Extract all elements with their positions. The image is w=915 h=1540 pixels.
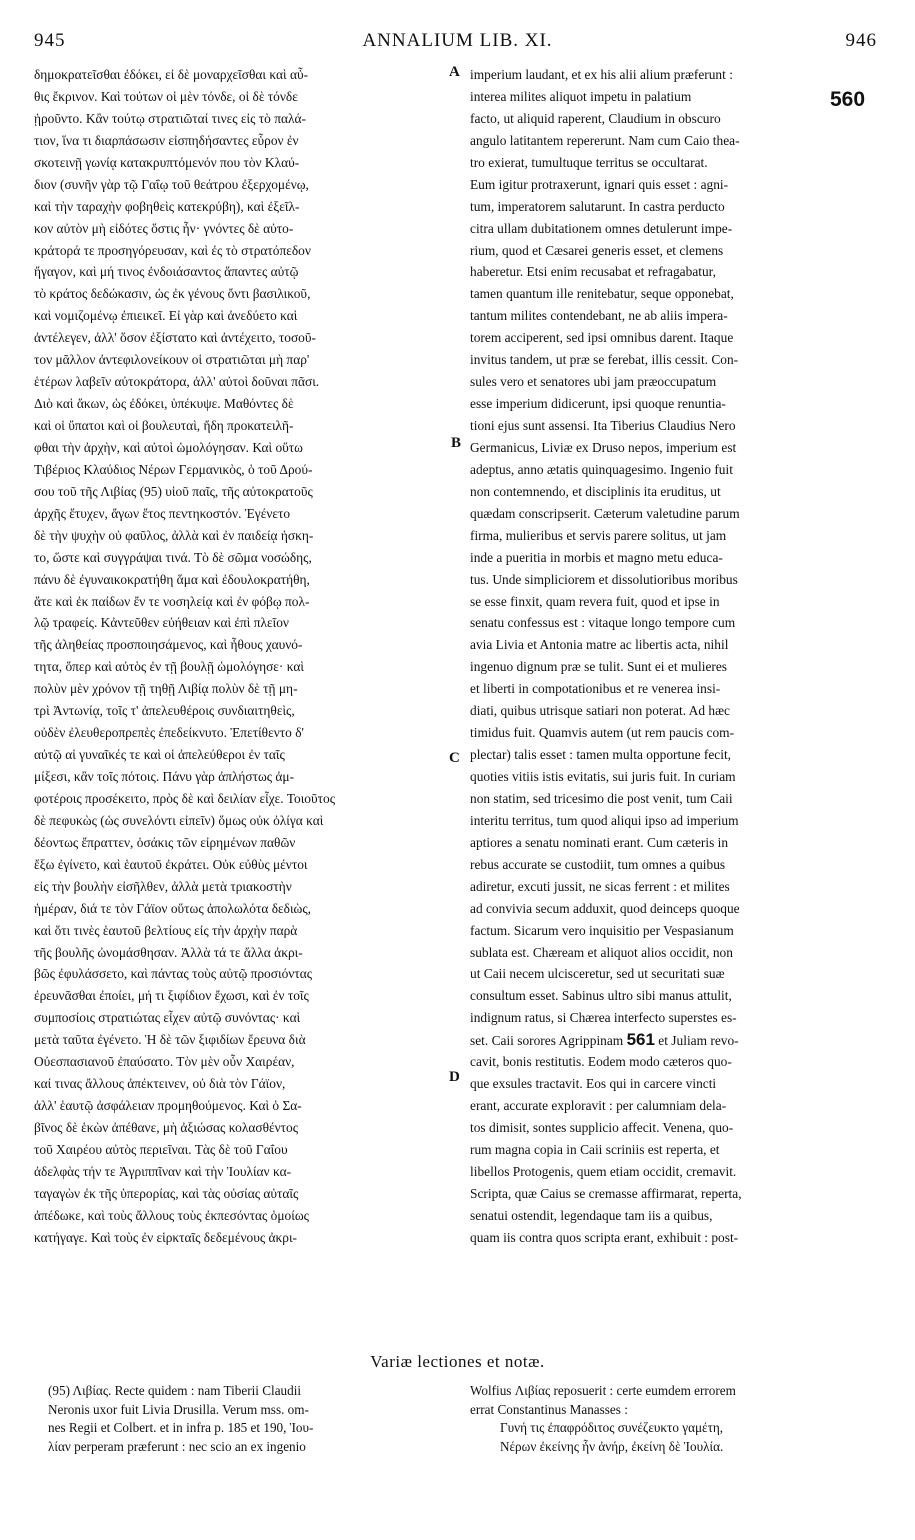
greek-text-line: σου τοῦ τῆς Λιβίας (95) υἱοῦ παῖς, τῆς αὐτοκρατοῦς xyxy=(34,483,313,499)
greek-text-line: λῷ τραφείς. Κἀντεῦθεν εὐήθειαν καὶ ἐπὶ πλεῖον xyxy=(34,615,289,631)
note-line: errat Constantinus Manasses : xyxy=(470,1401,628,1417)
latin-text-line: plectar) talis esset : tamen multa opportune fecit, xyxy=(470,747,732,763)
latin-text-line: erant, accurate exploravit : per calumniam dela- xyxy=(470,1098,727,1114)
section-marker-d: D xyxy=(449,1069,460,1085)
latin-text-line: sules vero et senatores ubi jam præoccupatum xyxy=(470,374,717,390)
latin-text-line: adeptus, anno ætatis quinquagesimo. Ingenio fuit xyxy=(470,461,733,477)
latin-text-line: angulo latitantem repererunt. Nam cum Caio thea- xyxy=(470,132,740,148)
latin-text-line: imperium laudant, et ex his alii alium præferunt : xyxy=(470,67,733,82)
latin-text-line: quædam conscripserit. Cæterum valetudine parum xyxy=(470,505,740,521)
latin-text-line: libellos Protogenis, quem etiam occidit, cremavit. xyxy=(470,1163,737,1179)
greek-text-line: τον μᾶλλον ἀντεφιλονείκουν οἱ στρατιῶται μὴ παρ' xyxy=(34,352,310,368)
latin-text-line: factum. Sicarum vero inquisitio per Vespasianum xyxy=(470,922,734,938)
note-line: Νέρων ἐκείνης ἦν ἀνήρ, ἐκείνη δὲ Ἰουλία. xyxy=(500,1438,724,1454)
greek-text-line: Τιβέριος Κλαύδιος Νέρων Γερμανικὸς, ὁ τοῦ Δρού- xyxy=(34,461,313,477)
latin-text-line: ingenuo dignum præ se tulit. Sunt ei et mulieres xyxy=(470,659,727,675)
greek-text-line: κατήγαγε. Καὶ τοὺς ἐν εἱρκταῖς δεδεμένους ἀκρι- xyxy=(34,1229,297,1245)
note-line: Neronis uxor fuit Livia Drusilla. Verum mss. om- xyxy=(48,1401,309,1417)
latin-text-line: haberetur. Etsi enim recusabat et refragabatur, xyxy=(470,264,716,280)
latin-text-line: rium, quod et Cæsarei generis esset, et clemens xyxy=(470,242,724,258)
greek-text-line: τῆς ἀληθείας προσποιησάμενος, καὶ ἦθους χαυνό- xyxy=(34,637,303,653)
latin-text-line: diati, quibus utrisque satiari non poterat. Ad hæc xyxy=(470,703,730,719)
greek-text-line: τρὶ Ἀντωνίᾳ, τοῖς τ' ἀπελευθέροις συνδιαιτηθεὶς, xyxy=(34,703,295,719)
greek-text-line: βῶς ἐφυλάσσετο, καὶ πάντας τοὺς αὐτῷ προσιόντας xyxy=(34,966,313,982)
greek-text-line: ταγαγὼν ἐκ τῆς ὑπερορίας, καὶ τὰς οὐσίας αὐταῖς xyxy=(34,1185,299,1201)
latin-text-line: se esse finxit, quam revera fuit, quod et ipse in xyxy=(470,593,720,609)
latin-text-line: interea milites aliquot impetu in palatium xyxy=(470,88,692,104)
latin-text-line: senatu confessus est : vitaque longo tempore cum xyxy=(470,615,736,631)
greek-text-line: μετὰ ταῦτα ἐγένετο. Ἡ δὲ τῶν ξιφιδίων ἔρευνα διὰ xyxy=(34,1032,306,1048)
greek-text-line: δημοκρατεῖσθαι ἐδόκει, εἰ δὲ μοναρχεῖσθαι καὶ αὖ- xyxy=(34,67,309,82)
latin-text-line: adiretur, excuti jussit, ne sicas ferrent : et milites xyxy=(470,878,730,894)
greek-text-line: ἀρχῆς ἔτυχεν, ἄγων ἔτος πεντηκοστόν. Ἐγένετο xyxy=(34,505,291,521)
latin-text-line: tantum milites contendebant, ne ab aliis impera- xyxy=(470,308,728,324)
greek-text-line: ἡμέραν, διά τε τὸν Γάϊον οὕτως ἀπολωλότα δεδιὼς, xyxy=(34,900,312,916)
greek-text-line: ἔξω ἐγίνετο, καὶ ἑαυτοῦ ἐκράτει. Οὐκ εὐθὺς μέντοι xyxy=(34,856,308,872)
greek-text-line: τὸ κράτος δεδώκασιν, ὡς ἐκ γένους ὄντι βασιλικοῦ, xyxy=(34,286,311,302)
latin-text-line: tos dimisit, sontes supplicio affecit. Venena, quo- xyxy=(470,1120,734,1135)
greek-text-line: ᾑροῦντο. Κἂν τούτῳ στρατιῶταί τινες εἰς τὸ παλά- xyxy=(34,110,306,126)
greek-text-line: συμποσίοις στρατιώτας εἶχεν αὐτῷ συνόντας· καὶ xyxy=(34,1010,301,1026)
greek-text-line: δὲ πεφυκὼς (ὡς συνελόντι εἰπεῖν) ὅμως οὐκ ὀλίγα καὶ xyxy=(34,812,324,828)
greek-text-line: διον (συνῆν γὰρ τῷ Γαΐῳ τοῦ θεάτρου ἐξερχομένῳ, xyxy=(34,176,309,192)
latin-text-line: tamen quantum ille renitebatur, seque opponebat, xyxy=(470,286,734,302)
note-line: Wolfius Λιβίας reposuerit : certe eumdem errorem xyxy=(470,1383,736,1398)
latin-text-line: tus. Unde simpliciorem et dissolutioribus moribus xyxy=(470,571,738,587)
latin-text-line: tioni ejus sunt assensi. Ita Tiberius Claudius Nero xyxy=(470,418,736,433)
greek-text-line: μίξεσι, κἂν τοῖς πότοις. Πάνυ γὰρ ἀπλήστως ἀμ- xyxy=(34,769,295,784)
notes-right-column xyxy=(470,1382,880,1456)
greek-text-line: πάνυ δὲ ἐγυναικοκρατήθη ἅμα καὶ ἐδουλοκρατήθη, xyxy=(34,571,310,587)
left-page-number: 945 xyxy=(34,30,66,51)
greek-text-line: τιον, ἵνα τι διαρπάσωσιν εἰσπηδήσαντες εὗρον ἐν xyxy=(34,132,299,148)
latin-text-line: invitus tandem, ut præ se ferebat, illis cessit. Con- xyxy=(470,352,739,368)
latin-text-line: indignum ratus, si Chærea interfecto superstes es- xyxy=(470,1010,737,1026)
latin-text-line: non contemnendo, et disciplinis ita eruditus, ut xyxy=(470,483,721,499)
latin-text-line: Germanicus, Liviæ ex Druso nepos, imperium est xyxy=(470,439,737,455)
greek-text-line: Διὸ καὶ ἄκων, ὡς ἐδόκει, ὑπέκυψε. Μαθόντες δὲ xyxy=(34,396,294,412)
section-marker-b: B xyxy=(451,435,462,451)
greek-text-line: ἐρευνᾶσθαι ἐποίει, μή τι ξιφίδιον ἔχωσι, καὶ ἐν τοῖς xyxy=(34,988,309,1004)
greek-text-line: ἀπέδωκε, καὶ τοὺς ἄλλους τοὺς ἐκπεσόντας ὁμοίως xyxy=(34,1207,309,1223)
right-page-number: 946 xyxy=(845,30,877,51)
greek-text-line: ἀδελφὰς τήν τε Ἀγριππῖναν καὶ τὴν Ἰουλίαν κα- xyxy=(34,1163,292,1179)
greek-text-line: ἀλλ' ἑαυτῷ ἀσφάλειαν προμηθούμενος. Καὶ ὁ Σα- xyxy=(34,1098,302,1114)
greek-text-line: πολὺν μὲν χρόνον τῇ τηθῇ Λιβίᾳ πολὺν δὲ τῇ μη- xyxy=(34,681,298,697)
section-marker-c: C xyxy=(449,750,460,766)
greek-text-line: αὐτῷ αἱ γυναῖκές τε καὶ οἱ ἀπελεύθεροι ἐν ταῖς xyxy=(34,747,285,763)
latin-text-line: set. Caii sorores Agrippinam 561 et Juliam revo- xyxy=(470,1030,739,1050)
note-line: (95) Λιβίας. Recte quidem : nam Tiberii Claudii xyxy=(48,1383,302,1398)
latin-text-line: avia Livia et Antonia matre ac libertis acta, nihil xyxy=(470,637,729,653)
greek-text-line: καὶ ὅτι τινὲς ἑαυτοῦ βελτίους εἰς τὴν ἀρχὴν παρὰ xyxy=(34,922,298,938)
greek-text-line: φοτέροις προσέκειτο, πρὸς δὲ καὶ δειλίαν εἶχε. Τοιοῦτος xyxy=(34,790,336,806)
section-marker-a: A xyxy=(449,64,460,80)
latin-text-line: Eum igitur protraxerunt, ignari quis esset : agni- xyxy=(470,176,729,192)
inline-page-number-561: 561 xyxy=(626,1030,655,1050)
latin-text-line: firma, mulieribus et servis parere solitus, ut jam xyxy=(470,527,727,543)
greek-text-line: κράτορά τε προσηγόρευσαν, καὶ ἐς τὸ στρατόπεδον xyxy=(34,242,311,258)
latin-text-line: aptiores a senatu nominati erant. Cum cæteris in xyxy=(470,834,729,850)
latin-text-line: inde a pueritia in morbis et magno metu educa- xyxy=(470,549,723,565)
latin-text-line: facto, ut aliquid raperent, Claudium in obscuro xyxy=(470,110,721,126)
greek-text-line: δὲ τὴν ψυχὴν οὐ φαῦλος, ἀλλὰ καὶ ἐν παιδείᾳ ἠσκη- xyxy=(34,527,314,543)
latin-text-line: consultum esset. Sabinus ultro sibi manus attulit, xyxy=(470,988,732,1004)
inline-page-number-560: 560 xyxy=(830,88,866,111)
notes-heading: Variæ lectiones et notæ. xyxy=(370,1352,545,1371)
latin-text-column xyxy=(470,64,880,1249)
note-line: nes Regii et Colbert. et in infra p. 185 et 190, Ἰου- xyxy=(48,1420,314,1435)
greek-text-line: βῖνος δὲ ἑκὼν ἀπέθανε, μὴ ἀξιώσας κολασθέντος xyxy=(34,1120,299,1135)
greek-text-line: ἀντέλεγεν, ἀλλ' ὅσον ἐξίστατο καὶ ἀντέχειτο, τοσοῦ- xyxy=(34,330,316,346)
greek-text-line: σκοτεινῇ γωνίᾳ κατακρυπτόμενόν που τὸν Κλαύ- xyxy=(34,154,300,170)
greek-text-line: ἤγαγον, καὶ μή τινος ἐνδοιάσαντος ἅπαντες αὐτῷ xyxy=(34,264,299,280)
latin-text-line: torem acciperent, sed ipsi omnibus darent. Itaque xyxy=(470,330,734,346)
greek-text-line: καὶ τὴν ταραχὴν φοβηθεὶς κατεκρύβη), καὶ ἐξεῖλ- xyxy=(34,198,300,214)
latin-text-line: tum, imperatorem salutarunt. In castra perducto xyxy=(470,198,725,214)
latin-text-line: ad convivia secum adduxit, quod deinceps quoque xyxy=(470,900,740,916)
note-line: λίαν perperam præferunt : nec scio an ex ingenio xyxy=(48,1438,306,1454)
greek-text-line: κον αὐτὸν μὴ εἰδότες ὅστις ἦν· γνόντες δὲ αὐτο- xyxy=(34,220,294,236)
greek-text-line: οὐδὲν ἐλευθεροπρεπὲς ἐπεδείκνυτο. Ἐπετίθεντο δ' xyxy=(34,725,304,741)
greek-text-line: τῆς βουλῆς ὠνομάσθησαν. Ἀλλὰ τά τε ἄλλα ἀκρι- xyxy=(34,944,303,960)
latin-text-line: non statim, sed tricesimo die post venit, tum Caii xyxy=(470,790,733,806)
latin-text-line: ut Caii necem ulcisceretur, sed ut securitati suæ xyxy=(470,966,725,982)
latin-text-line: rebus accurate se custodiit, tum omnes a quibus xyxy=(470,856,726,872)
notes-left-column xyxy=(48,1382,450,1456)
greek-text-line: το, ὥστε καὶ συγγράψαι τινά. Τὸ δὲ σῶμα νοσώδης, xyxy=(34,549,312,565)
latin-text-line: timidus fuit. Quamvis autem (ut rem paucis com- xyxy=(470,725,735,741)
greek-text-line: τητα, ὅπερ καὶ αὐτὸς ἐν τῇ βουλῇ ὡμολόγησε· καὶ xyxy=(34,659,304,675)
greek-text-line: ἅτε καὶ ἐκ παίδων ἔν τε νοσηλείᾳ καὶ ἐν φόβῳ πολ- xyxy=(34,593,310,609)
latin-text-line: rum magna copia in Caii scriniis est reperta, et xyxy=(470,1141,720,1157)
running-title: ANNALIUM LIB. XI. xyxy=(362,30,553,51)
latin-text-line: interitu territus, tum quod aliqui ipso ad imperium xyxy=(470,812,739,828)
greek-text-line: εἰς τὴν βουλὴν εἰσῆλθεν, ἀλλὰ μετὰ τριακοστὴν xyxy=(34,878,292,894)
latin-text-line: tro exierat, tumultuque territus se occultarat. xyxy=(470,154,708,170)
latin-text-line: sublata est. Chæream et aliquot alios occidit, non xyxy=(470,944,733,960)
latin-text-line: Scripta, quæ Caius se cremasse affirmarat, reperta, xyxy=(470,1185,742,1201)
greek-text-column xyxy=(34,64,452,1249)
greek-text-line: τοῦ Χαιρέου αὐτὸς περιεῖναι. Τὰς δὲ τοῦ Γαΐου xyxy=(34,1141,288,1157)
greek-text-line: καί τινας ἄλλους ἀπέκτεινεν, οὐ διὰ τὸν Γάϊον, xyxy=(34,1076,286,1092)
greek-text-line: δέοντως ἔπραττεν, ὁσάκις τῶν εἰρημένων παθῶν xyxy=(34,834,296,850)
greek-text-line: καὶ οἱ ὕπατοι καὶ οἱ βουλευταὶ, ἤδη προκατειλῆ- xyxy=(34,418,294,433)
greek-text-line: θις ἔκρινον. Καὶ τούτων οἱ μὲν τόνδε, οἱ δὲ τόνδε xyxy=(34,88,298,104)
latin-text-line: et liberti in compotationibus et re venerea insi- xyxy=(470,681,721,697)
latin-text-line: cavit, bonis restitutis. Eodem modo cæteros quo- xyxy=(470,1054,732,1070)
running-header xyxy=(24,30,891,58)
greek-text-line: Οὐεσπασιανοῦ ἐπαύσατο. Τὸν μὲν οὖν Χαιρέαν, xyxy=(34,1054,295,1070)
latin-text-line: quoties vitiis istis evitatis, sui juris fuit. In curiam xyxy=(470,769,736,784)
greek-text-line: ἑτέρων λαβεῖν αὐτοκράτορα, ἀλλ' αὐτοὶ δοῦναι πᾶσι. xyxy=(34,374,320,390)
note-line: Γυνή τις ἐπαφρόδιτος συνέζευκτο γαμέτη, xyxy=(500,1420,724,1435)
latin-text-line: senatui ostendit, legendaque tam iis a quibus, xyxy=(470,1207,713,1223)
greek-text-line: φθαι τὴν ἀρχὴν, καὶ αὐτοὶ ὡμολόγησαν. Καὶ οὕτω xyxy=(34,439,303,455)
latin-text-line: esse imperium didicerunt, ipsi quoque renuntia- xyxy=(470,396,726,412)
latin-text-line: que exsules tractavit. Eos qui in carcere vincti xyxy=(470,1076,717,1092)
greek-text-line: καὶ νομιζομένῳ ἐπιεικεῖ. Εἰ γὰρ καὶ ἀνεδύετο καὶ xyxy=(34,308,298,324)
latin-text-line: quam iis contra quos scripta erant, exhibuit : post- xyxy=(470,1229,739,1245)
latin-text-line: citra ullam dubitationem omnes detulerunt impe- xyxy=(470,220,733,236)
